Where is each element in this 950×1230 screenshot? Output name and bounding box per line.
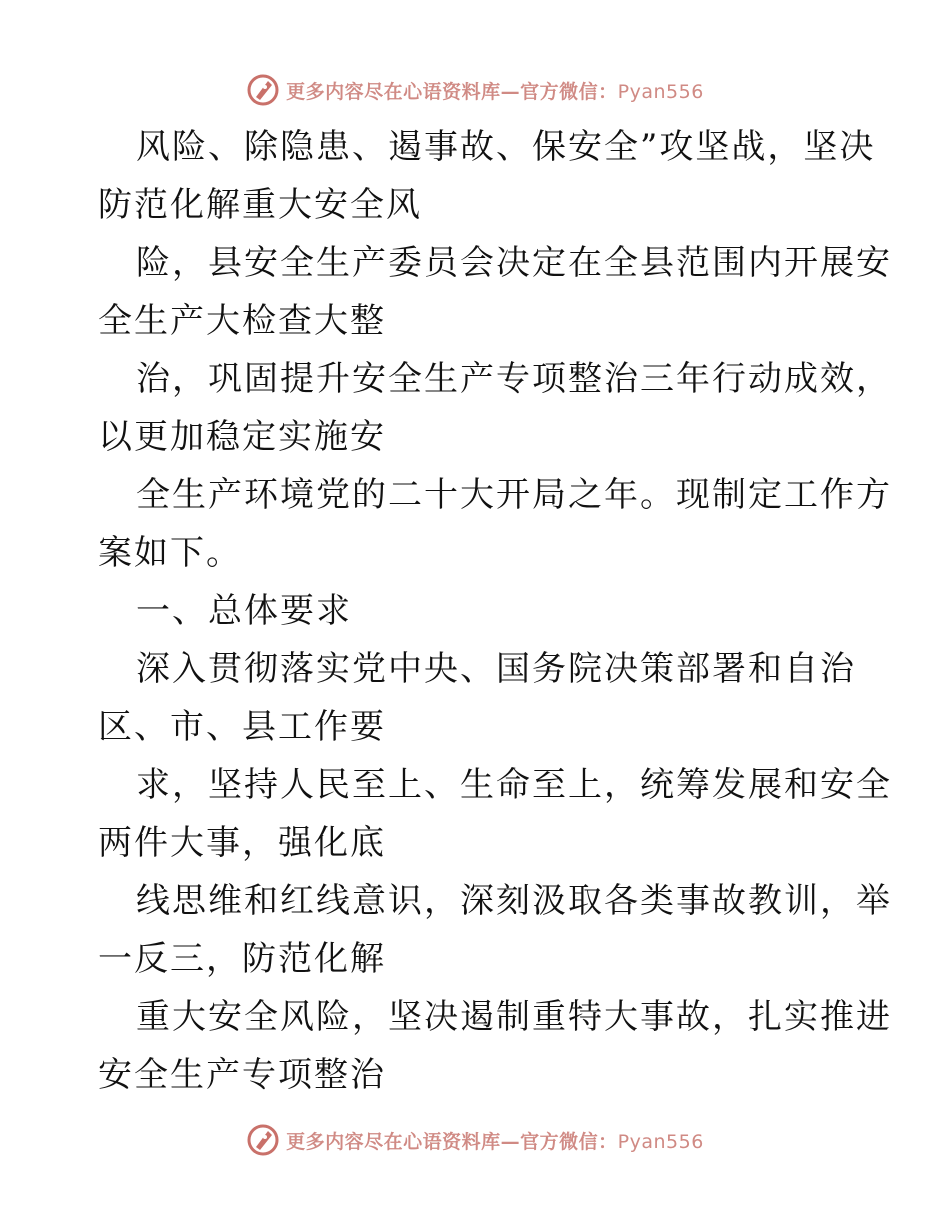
paragraph-line: 全生产大检查大整 bbox=[98, 301, 386, 341]
paragraph-line: 风险、除隐患、遏事故、保安全”攻坚战，坚决 bbox=[136, 127, 876, 167]
paragraph bbox=[98, 350, 892, 466]
paragraph bbox=[98, 640, 858, 756]
paragraph-line: 案如下。 bbox=[98, 533, 242, 573]
pen-nib-seal-icon bbox=[246, 73, 280, 107]
paragraph-line: 线思维和红线意识，深刻汲取各类事故教训，举 bbox=[136, 881, 892, 921]
paragraph-line: 全生产环境党的二十大开局之年。现制定工作方 bbox=[136, 475, 892, 515]
paragraph bbox=[98, 988, 892, 1104]
paragraph-line: 深入贯彻落实党中央、国务院决策部署和自治 bbox=[136, 649, 856, 689]
paragraph bbox=[98, 118, 876, 234]
paragraph-line: 两件大事，强化底 bbox=[98, 823, 386, 863]
pen-nib-seal-icon bbox=[246, 1123, 280, 1157]
header-watermark bbox=[0, 70, 950, 110]
paragraph-line: 安全生产专项整治 bbox=[98, 1055, 386, 1095]
paragraph bbox=[98, 234, 892, 350]
paragraph-line: 防范化解重大安全风 bbox=[98, 185, 422, 225]
paragraph bbox=[98, 756, 892, 872]
section-heading bbox=[98, 582, 858, 640]
footer-watermark bbox=[0, 1120, 950, 1160]
paragraph-line: 求，坚持人民至上、生命至上，统筹发展和安全 bbox=[136, 765, 892, 805]
paragraph-line: 重大安全风险，坚决遏制重特大事故，扎实推进 bbox=[136, 997, 892, 1037]
paragraph-line: 险，县安全生产委员会决定在全县范围内开展安 bbox=[136, 243, 892, 283]
watermark-text: 更多内容尽在心语资料库—官方微信：Pyan556 bbox=[286, 1130, 704, 1153]
paragraph-line: 区、市、县工作要 bbox=[98, 707, 386, 747]
paragraph-line: 以更加稳定实施安 bbox=[98, 417, 386, 457]
paragraph bbox=[98, 872, 892, 988]
document-body bbox=[98, 118, 892, 1104]
paragraph-line: 一反三，防范化解 bbox=[98, 939, 386, 979]
section-heading-text: 一、总体要求 bbox=[136, 591, 352, 631]
paragraph bbox=[98, 466, 892, 582]
paragraph-line: 治，巩固提升安全生产专项整治三年行动成效， bbox=[136, 359, 892, 399]
watermark-text: 更多内容尽在心语资料库—官方微信：Pyan556 bbox=[286, 80, 704, 103]
